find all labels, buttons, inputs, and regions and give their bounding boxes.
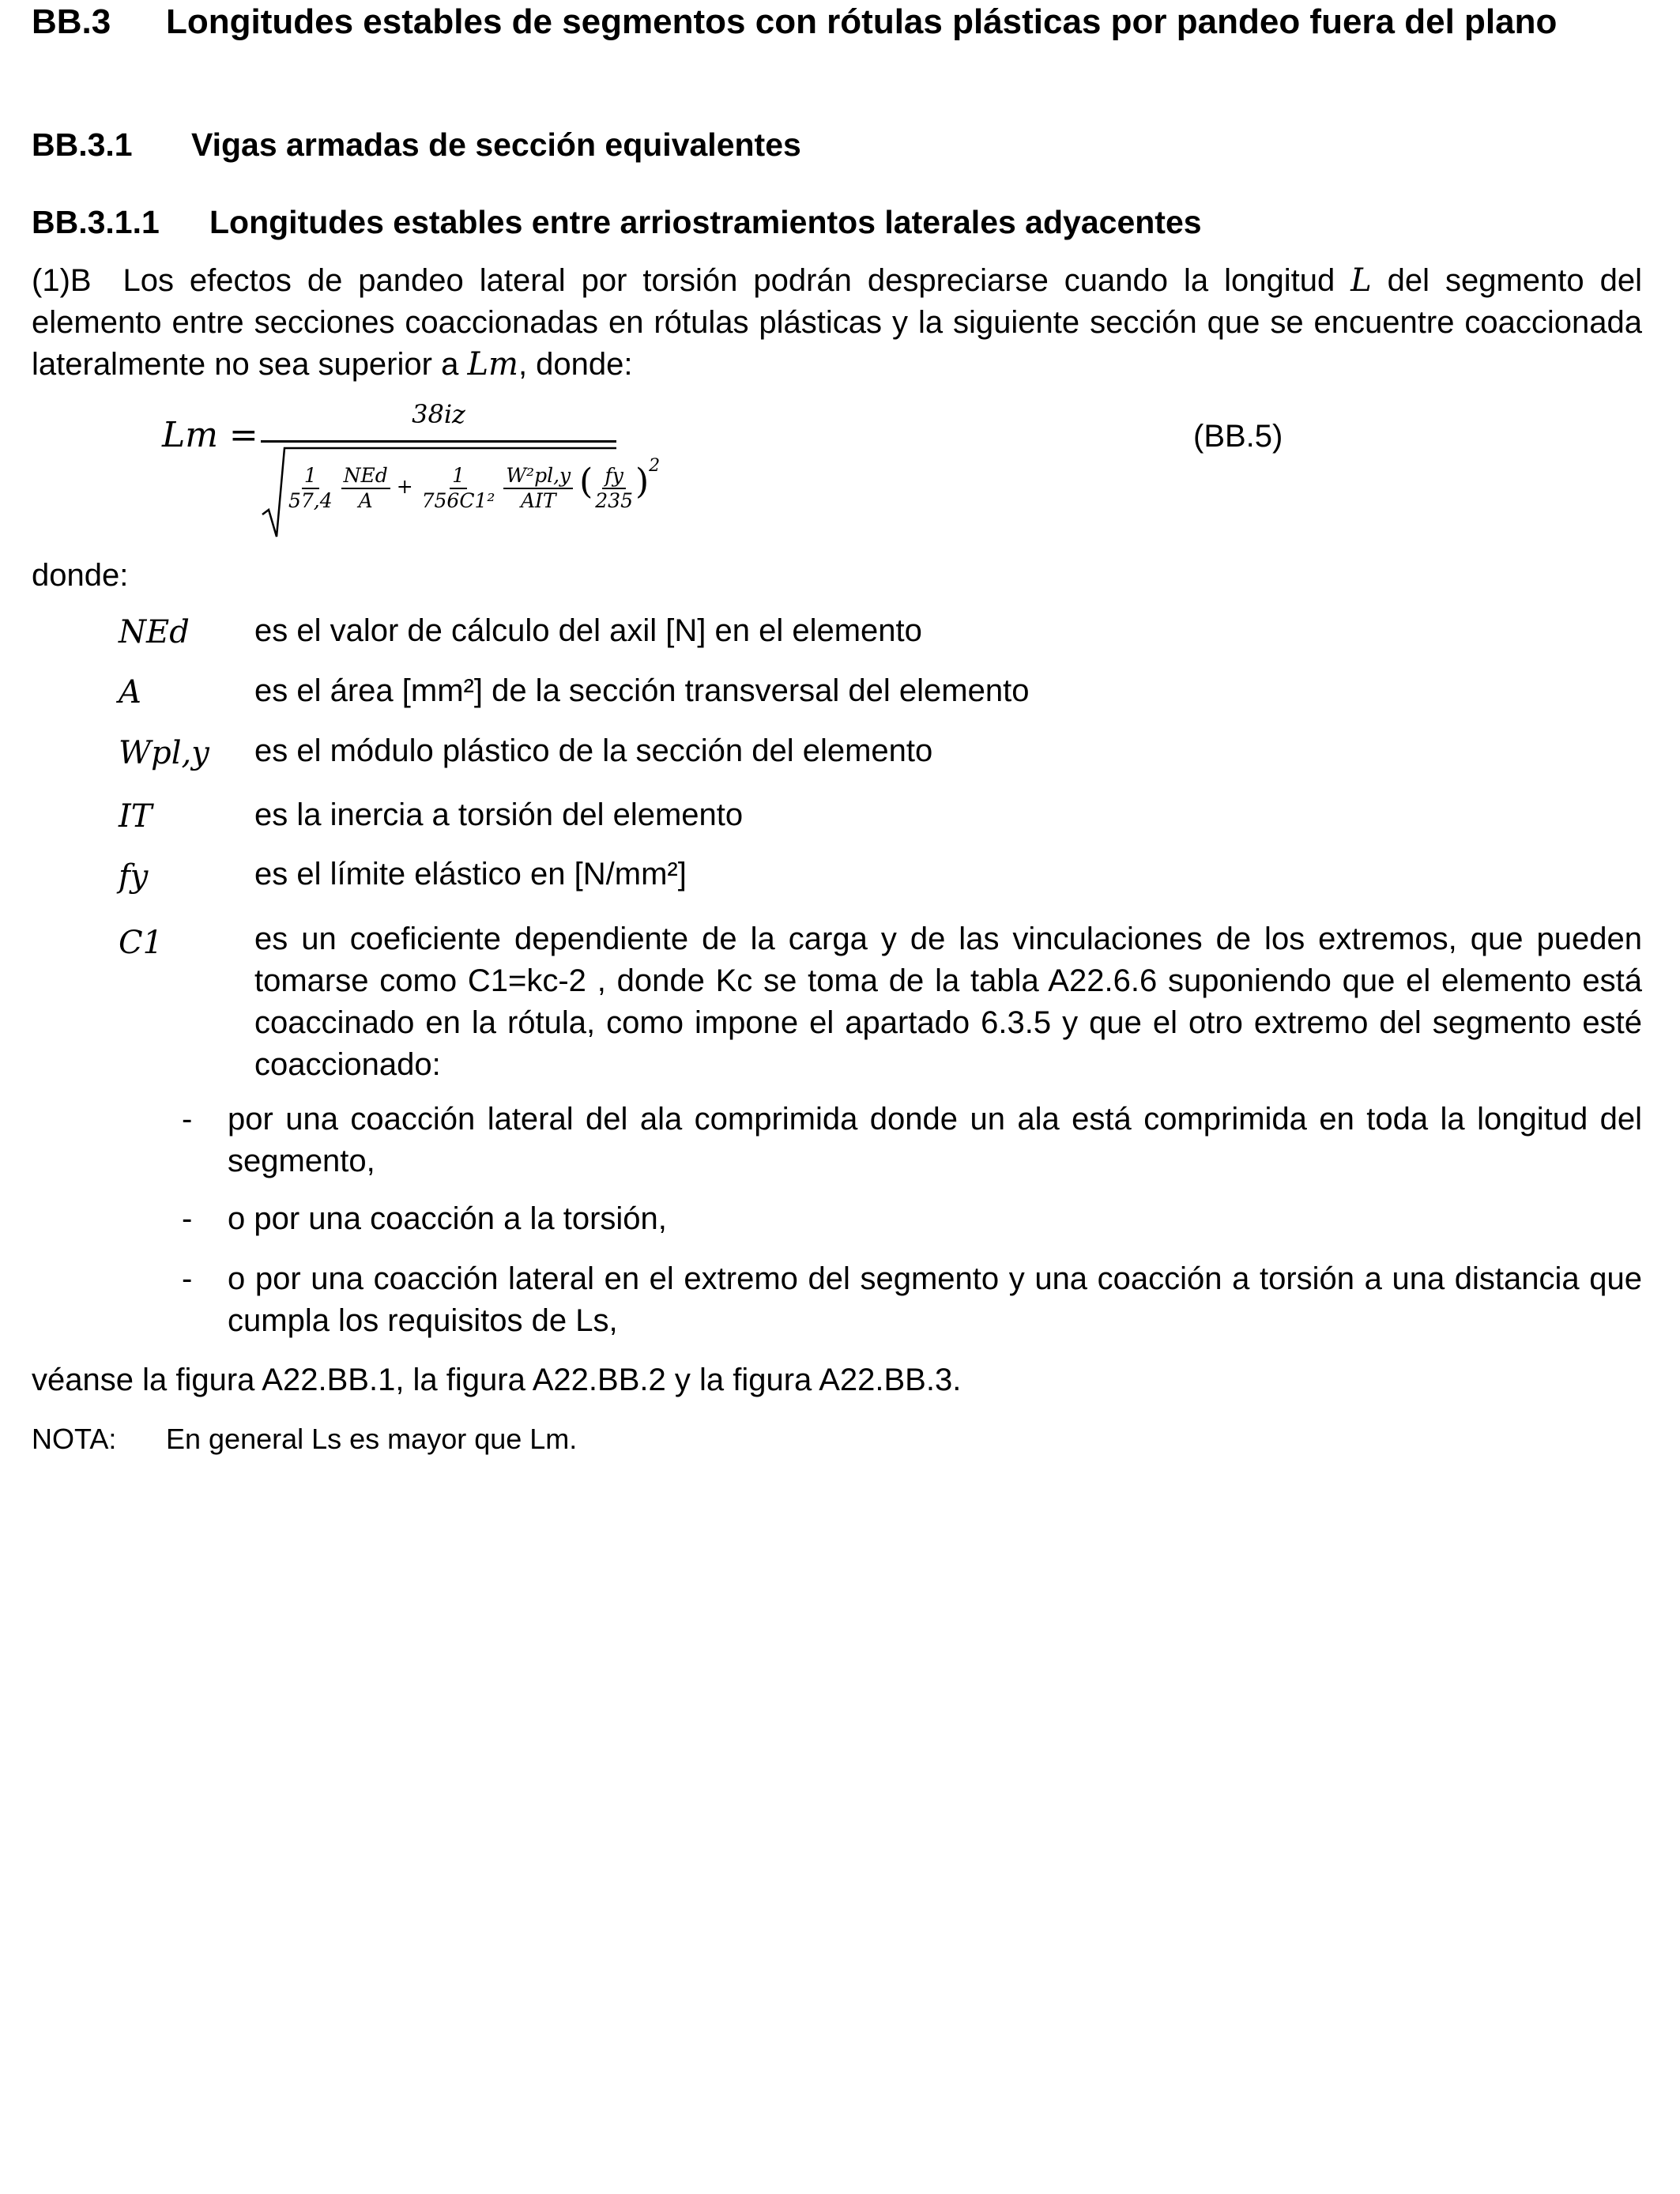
def-symbol-NEd: NEd bbox=[119, 614, 190, 650]
term4-den: AIT bbox=[520, 488, 556, 512]
term2-den: A bbox=[358, 488, 373, 512]
term5-den: 235 bbox=[595, 488, 633, 512]
term1-den: 57,4 bbox=[288, 488, 333, 512]
subsubsection-number: BB.3.1.1 bbox=[32, 204, 160, 240]
term4-num: W²pl,y bbox=[503, 464, 573, 489]
section-title: Longitudes estables de segmentos con rótulas plásticas por pandeo fuera del plano bbox=[166, 2, 1558, 41]
donde-label: donde: bbox=[32, 558, 129, 593]
subsection-number: BB.3.1 bbox=[32, 126, 133, 163]
def-symbol-fy: fy bbox=[119, 858, 149, 895]
note-label: NOTA: bbox=[32, 1423, 117, 1455]
def-symbol-A: A bbox=[119, 674, 141, 711]
def-symbol-IT: IT bbox=[119, 798, 153, 835]
paragraph-prefix: (1)B bbox=[32, 263, 92, 298]
term2-num: NEd bbox=[341, 464, 390, 489]
intro-text-c: , donde: bbox=[518, 347, 633, 382]
see-figures-text: véanse la figura A22.BB.1, la figura A22.BB.2 y la figura A22.BB.3. bbox=[32, 1363, 962, 1397]
intro-paragraph bbox=[32, 260, 1642, 386]
intro-text-a: Los efectos de pandeo lateral por torsión podrán despreciarse cuando la longitud bbox=[122, 263, 1335, 298]
subsection-title: Vigas armadas de sección equivalentes bbox=[191, 126, 801, 163]
subsubsection-title: Longitudes estables entre arriostramientos laterales adyacentes bbox=[209, 204, 1202, 240]
equation-numerator: 38iz bbox=[412, 399, 465, 429]
note-text: En general Ls es mayor que Lm. bbox=[166, 1423, 578, 1455]
def-text-fy: es el límite elástico en [N/mm²] bbox=[254, 857, 687, 892]
term1-num: 1 bbox=[302, 464, 319, 489]
term3-num: 1 bbox=[450, 464, 467, 489]
equation-fraction bbox=[261, 399, 661, 541]
plus-sign: + bbox=[396, 475, 413, 498]
def-symbol-C1: C1 bbox=[119, 925, 164, 961]
symbol-Lm: Lm bbox=[467, 346, 518, 383]
symbol-L: L bbox=[1350, 262, 1372, 299]
bullet-item: o por una coacción a la torsión, bbox=[228, 1201, 667, 1236]
exponent: 2 bbox=[649, 456, 661, 476]
def-text-Wply: es el módulo plástico de la sección del elemento bbox=[254, 733, 933, 768]
radicand: $\frac{1}{57,4}$ $\frac{\text{NEd}}{A}$ + $\frac{1}{\text{756C1²}}$ $\frac{\text{W²pl,y}}{\text{AIT}}$ ( $\frac{fy}{235}$ )$^2$ bbox=[286, 454, 660, 513]
def-text-IT: es la inercia a torsión del elemento bbox=[254, 797, 744, 832]
bullet-dash: - bbox=[182, 1201, 193, 1236]
bullet-dash: - bbox=[182, 1102, 193, 1137]
fraction-bar bbox=[261, 440, 616, 443]
bullet-dash: - bbox=[182, 1261, 193, 1296]
section-number: BB.3 bbox=[32, 2, 111, 41]
def-text-NEd: es el valor de cálculo del axil [N] en el elemento bbox=[254, 613, 922, 648]
equation-lhs: Lm = bbox=[162, 415, 258, 455]
def-text-C1: es un coeficiente dependiente de la carga y de las vinculaciones de los extremos, que pueden tomarse como C1=kc-2 , donde Kc se toma de la tabla A22.6.6 suponiendo que el elemento está coaccinado en la rótula, como impone el apartado 6.3.5 y que el otro extremo del segmento esté coaccionado: bbox=[254, 922, 1642, 1082]
def-text-A: es el área [mm²] de la sección transversal del elemento bbox=[254, 673, 1030, 708]
term5-num: fy bbox=[602, 464, 625, 489]
bullet-item: o por una coacción lateral en el extremo del segmento y una coacción a torsión a una distancia que cumpla los requisitos de Ls, bbox=[228, 1261, 1642, 1338]
bullet-item: por una coacción lateral del ala comprimida donde un ala está comprimida en toda la longitud del segmento, bbox=[228, 1102, 1642, 1178]
intro-text-b: del segmento del elemento entre secciones coaccionadas en rótulas plásticas y la siguiente sección que se encuentre coaccionada lateralmente no sea superior a bbox=[32, 263, 1642, 382]
term3-den: 756C1² bbox=[421, 488, 495, 512]
def-symbol-Wply: Wpl,y bbox=[119, 735, 209, 771]
equation-label: (BB.5) bbox=[1193, 419, 1283, 454]
